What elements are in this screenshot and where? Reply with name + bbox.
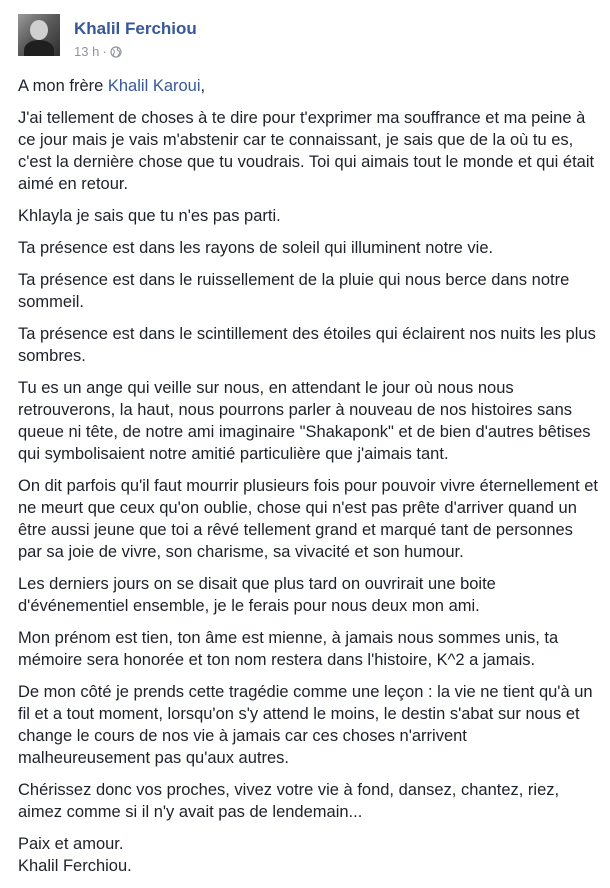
- greeting-line: [18, 75, 600, 97]
- post-meta: [74, 44, 122, 59]
- paragraph: Ta présence est dans le ruissellement de la pluie qui nous berce dans notre sommeil.: [18, 271, 570, 311]
- author-name-link[interactable]: Khalil Ferchiou: [74, 19, 197, 38]
- paragraph: Tu es un ange qui veille sur nous, en attendant le jour où nous nous retrouverons, la haut, nous pourrons parler à nouveau de nos histoires sans queue ni tête, de notre ami imaginaire "Shakaponk" et de bien d'autres bêtises qui symbolisaient notre amitié particulière que j'aimais tant.: [18, 379, 591, 463]
- paragraph: Khlayla je sais que tu n'es pas parti.: [18, 207, 281, 225]
- globe-icon[interactable]: [110, 46, 122, 58]
- paragraph: Ta présence est dans le scintillement des étoiles qui éclairent nos nuits les plus sombres.: [18, 325, 596, 365]
- closing-block: [18, 833, 600, 877]
- avatar[interactable]: [18, 14, 60, 56]
- post-body: [18, 75, 600, 887]
- paragraph: J'ai tellement de choses à te dire pour t'exprimer ma souffrance et ma peine à ce jour mais je vais m'abstenir car te connaissant, je sais que de la où tu es, c'est la dernière chose que tu voudrais. Toi qui aimais tout le monde et qui était aimé en retour.: [18, 109, 595, 193]
- greeting-prefix: A mon frère: [18, 77, 108, 95]
- paragraph: Mon prénom est tien, ton âme est mienne, à jamais nous sommes unis, ta mémoire sera honorée et ton nom restera dans l'histoire, K^2 a jamais.: [18, 629, 559, 669]
- paragraph: Ta présence est dans les rayons de soleil qui illuminent notre vie.: [18, 239, 494, 257]
- signature-line: Khalil Ferchiou.: [18, 857, 132, 875]
- paragraph: De mon côté je prends cette tragédie comme une leçon : la vie ne tient qu'à un fil et a tout moment, lorsqu'on s'y attend le moins, le destin s'abat sur nous et change le cours de nos vie à jamais car ces choses n'arrivent malheureusement pas qu'aux autres.: [18, 683, 593, 767]
- paragraph: On dit parfois qu'il faut mourrir plusieurs fois pour pouvoir vivre éternellement et ne meurt que ceux qu'on oublie, chose qui n'est pas prête d'arriver quand un être aussi jeune que toi a rêvé tellement grand et marqué tant de personnes par sa joie de vivre, son charisme, sa vivacité et son humour.: [18, 477, 598, 561]
- mention-link[interactable]: Khalil Karoui: [107, 77, 201, 95]
- paragraph: Les derniers jours on se disait que plus tard on ouvrirait une boite d'événementiel ensemble, je le ferais pour nous deux mon ami.: [18, 575, 496, 615]
- avatar-face: [30, 20, 48, 40]
- timestamp-link[interactable]: 13 h: [74, 44, 100, 59]
- avatar-body: [24, 40, 54, 56]
- greeting-suffix: ,: [200, 77, 206, 95]
- paragraph: Chérissez donc vos proches, vivez votre vie à fond, dansez, chantez, riez, aimez comme si il n'y avait pas de lendemain...: [18, 781, 560, 821]
- closing-line: Paix et amour.: [18, 835, 124, 853]
- post-header: [18, 14, 598, 64]
- meta-separator: ·: [102, 44, 107, 59]
